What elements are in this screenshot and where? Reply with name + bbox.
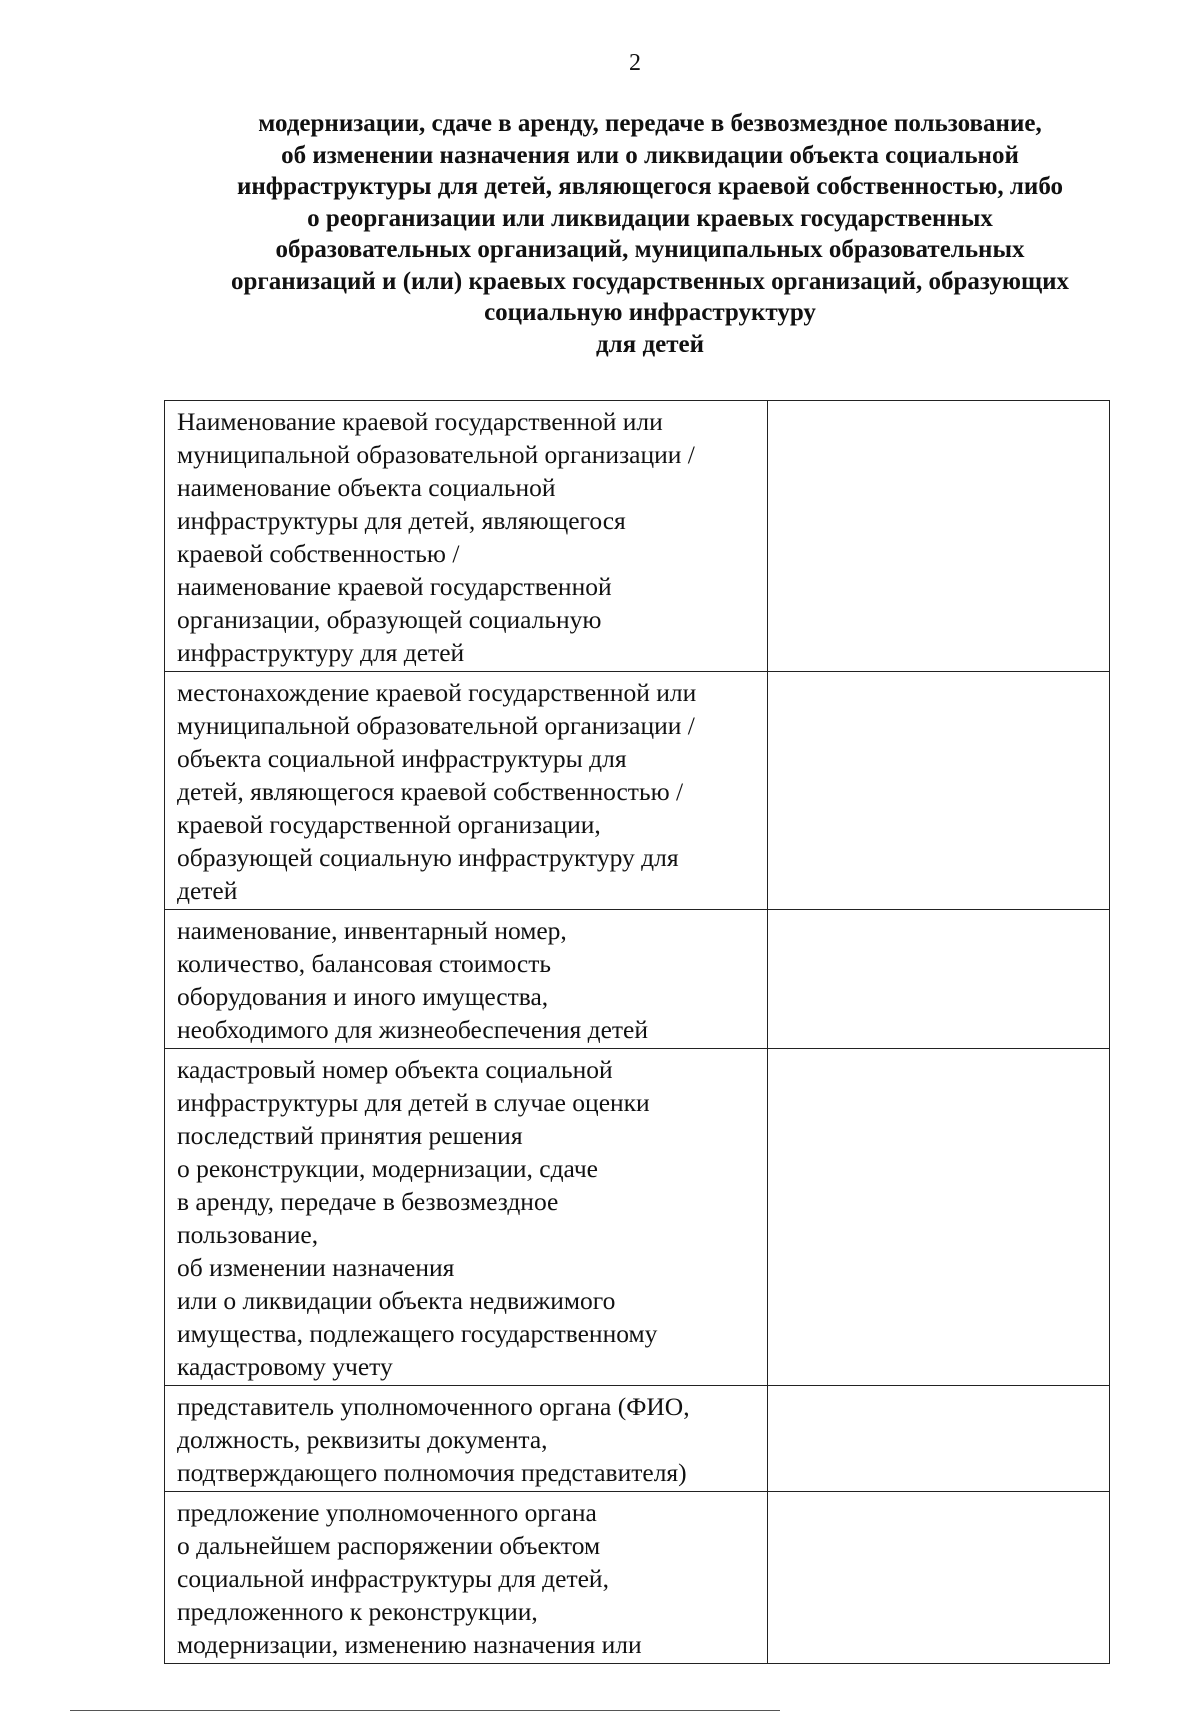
heading-line: инфраструктуры для детей, являющегося краевой собственностью, либо — [237, 173, 1063, 200]
value-cell-equipment[interactable] — [767, 910, 1109, 1049]
label-line: об изменении назначения — [177, 1253, 455, 1282]
label-line: кадастровый номер объекта социальной — [177, 1055, 613, 1084]
label-line: кадастровому учету — [177, 1352, 393, 1381]
label-line: о реконструкции, модернизации, сдаче — [177, 1154, 598, 1183]
label-line: количество, балансовая стоимость — [177, 949, 552, 978]
row-label-cadastral-number — [165, 1049, 768, 1386]
label-line: краевой государственной организации, — [177, 810, 601, 839]
label-line: детей — [177, 876, 238, 905]
table-row — [165, 1492, 1110, 1664]
heading-line: для детей — [596, 330, 704, 358]
label-line: необходимого для жизнеобеспечения детей — [177, 1015, 649, 1044]
label-line: в аренду, передаче в безвозмездное — [177, 1187, 559, 1216]
heading-line: об изменении назначения или о ликвидации объекта социальной — [281, 141, 1019, 169]
label-line: инфраструктуры для детей, являющегося — [177, 506, 626, 535]
label-line: или о ликвидации объекта недвижимого — [177, 1286, 616, 1315]
label-line: социальной инфраструктуры для детей, — [177, 1564, 609, 1593]
row-label-location — [165, 672, 768, 910]
label-line: Наименование краевой государственной или — [177, 407, 663, 436]
label-line: инфраструктуру для детей — [177, 638, 465, 667]
row-label-representative — [165, 1386, 768, 1492]
document-heading — [150, 108, 1150, 360]
label-line: наименование объекта социальной — [177, 473, 556, 502]
label-line: о дальнейшем распоряжении объектом — [177, 1531, 601, 1560]
label-line: местонахождение краевой государственной или — [177, 678, 697, 707]
table-row — [165, 1049, 1110, 1386]
label-line: объекта социальной инфраструктуры для — [177, 744, 627, 773]
label-line: образующей социальную инфраструктуру для — [177, 843, 679, 872]
value-cell-organization-name[interactable] — [767, 401, 1109, 672]
heading-line: образовательных организаций, муниципальных образовательных — [275, 236, 1025, 263]
table-row — [165, 401, 1110, 672]
information-form-table — [164, 400, 1110, 1664]
label-line: оборудования и иного имущества, — [177, 982, 549, 1011]
value-cell-cadastral-number[interactable] — [767, 1049, 1109, 1386]
label-line: представитель уполномоченного органа (ФИО, — [177, 1392, 690, 1421]
label-line: должность, реквизиты документа, — [177, 1425, 548, 1454]
label-line: наименование краевой государственной — [177, 572, 612, 601]
page-number: 2 — [629, 50, 641, 76]
label-line: пользование, — [177, 1220, 319, 1249]
label-line: инфраструктуры для детей в случае оценки — [177, 1088, 650, 1117]
row-label-equipment — [165, 910, 768, 1049]
label-line: муниципальной образовательной организации / — [177, 711, 695, 740]
table-row — [165, 1386, 1110, 1492]
heading-line: организаций и (или) краевых государственных организаций, образующих — [230, 267, 1070, 295]
table-row — [165, 672, 1110, 910]
heading-line: о реорганизации или ликвидации краевых государственных — [307, 204, 993, 232]
value-cell-proposal[interactable] — [767, 1492, 1109, 1664]
label-line: краевой собственностью / — [177, 539, 460, 568]
label-line: организации, образующей социальную — [177, 605, 602, 634]
label-line: модернизации, изменению назначения или — [177, 1630, 642, 1659]
heading-line: социальную инфраструктуру — [484, 299, 816, 326]
label-line: последствий принятия решения — [177, 1121, 523, 1150]
row-label-proposal — [165, 1492, 768, 1664]
label-line: имущества, подлежащего государственному — [177, 1319, 658, 1348]
label-line: предложенного к реконструкции, — [177, 1597, 538, 1626]
value-cell-location[interactable] — [767, 672, 1109, 910]
table-row — [165, 910, 1110, 1049]
label-line: наименование, инвентарный номер, — [177, 916, 567, 945]
footer-rule — [70, 1710, 780, 1711]
label-line: подтверждающего полномочия представителя) — [177, 1458, 687, 1487]
row-label-organization-name — [165, 401, 768, 672]
label-line: предложение уполномоченного органа — [177, 1498, 597, 1527]
heading-line: модернизации, сдаче в аренду, передаче в безвозмездное пользование, — [258, 110, 1042, 137]
label-line: муниципальной образовательной организации / — [177, 440, 695, 469]
value-cell-representative[interactable] — [767, 1386, 1109, 1492]
label-line: детей, являющегося краевой собственностью / — [177, 777, 684, 806]
